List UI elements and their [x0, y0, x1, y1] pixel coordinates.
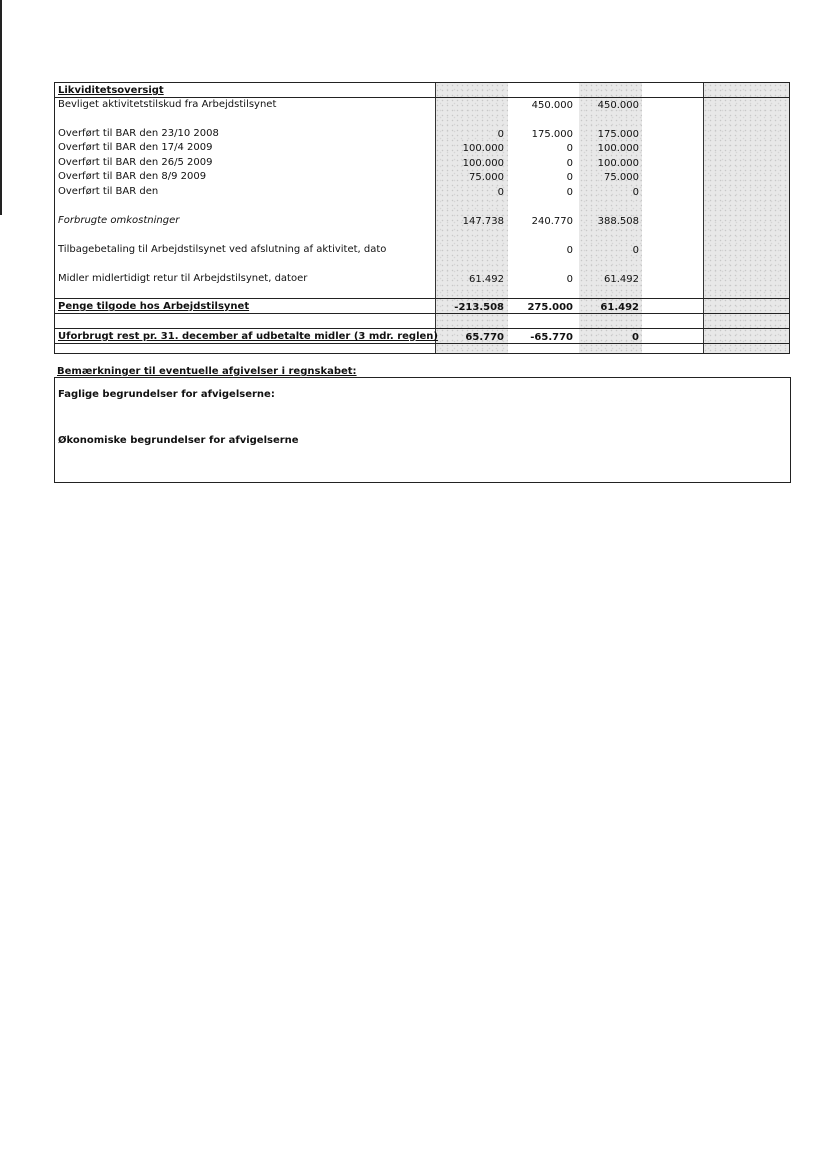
value-col-a: 0: [497, 187, 504, 198]
row-label: Overført til BAR den 8/9 2009: [58, 171, 207, 182]
row-label: Overført til BAR den 23/10 2008: [58, 128, 219, 139]
value-col-a: 147.738: [462, 216, 504, 227]
value-col-b: 0: [566, 158, 573, 169]
value-col-a: 100.000: [462, 143, 504, 154]
value-col-b: 0: [566, 187, 573, 198]
total-col-b: 275.000: [527, 302, 573, 313]
header-rule: [55, 97, 789, 98]
total-rule: [55, 328, 789, 329]
value-col-c: 100.000: [597, 158, 639, 169]
row-label: Bevliget aktivitetstilskud fra Arbejdstilsynet: [58, 99, 277, 110]
value-col-a: 75.000: [469, 172, 504, 183]
value-col-b: 0: [566, 274, 573, 285]
total-rule: [55, 313, 789, 314]
value-col-a: 0: [497, 129, 504, 140]
value-col-b: 240.770: [531, 216, 573, 227]
total-col-a: -213.508: [454, 302, 504, 313]
row-label: Overført til BAR den: [58, 186, 159, 197]
financial-reasons-label: Økonomiske begrundelser for afvigelserne: [58, 435, 299, 446]
value-col-c: 0: [632, 245, 639, 256]
value-col-c: 61.492: [604, 274, 639, 285]
row-label: Tilbagebetaling til Arbejdstilsynet ved afslutning af aktivitet, dato: [58, 244, 387, 255]
value-col-c: 175.000: [597, 129, 639, 140]
table-title: Likviditetsoversigt: [58, 85, 164, 96]
value-col-a: 100.000: [462, 158, 504, 169]
total-rule: [55, 298, 789, 299]
total-col-c: 61.492: [600, 302, 639, 313]
value-col-b: 0: [566, 172, 573, 183]
value-col-c: 0: [632, 187, 639, 198]
value-col-c: 100.000: [597, 143, 639, 154]
unused-rest-col-c: 0: [632, 332, 639, 343]
unused-rest-col-a: 65.770: [465, 332, 504, 343]
unused-rest-col-b: -65.770: [530, 332, 573, 343]
remarks-title: Bemærkninger til eventuelle afgivelser i regnskabet:: [57, 366, 357, 377]
row-label: Forbrugte omkostninger: [58, 215, 180, 226]
liquidity-table: [54, 82, 790, 354]
row-label: Overført til BAR den 26/5 2009: [58, 157, 213, 168]
unused-rest-label: Uforbrugt rest pr. 31. december af udbetalte midler (3 mdr. reglen): [58, 331, 438, 342]
value-col-b: 0: [566, 245, 573, 256]
remarks-box: [54, 377, 791, 483]
value-col-a: 61.492: [469, 274, 504, 285]
row-label: Midler midlertidigt retur til Arbejdstilsynet, datoer: [58, 273, 308, 284]
professional-reasons-label: Faglige begrundelser for afvigelserne:: [58, 389, 275, 400]
total-label: Penge tilgode hos Arbejdstilsynet: [58, 301, 250, 312]
total-rule: [55, 343, 789, 344]
value-col-b: 175.000: [531, 129, 573, 140]
page-edge-line: [0, 0, 2, 215]
value-col-c: 75.000: [604, 172, 639, 183]
value-col-c: 388.508: [597, 216, 639, 227]
value-col-b: 0: [566, 143, 573, 154]
value-col-c: 450.000: [597, 100, 639, 111]
row-label: Overført til BAR den 17/4 2009: [58, 142, 213, 153]
value-col-b: 450.000: [531, 100, 573, 111]
